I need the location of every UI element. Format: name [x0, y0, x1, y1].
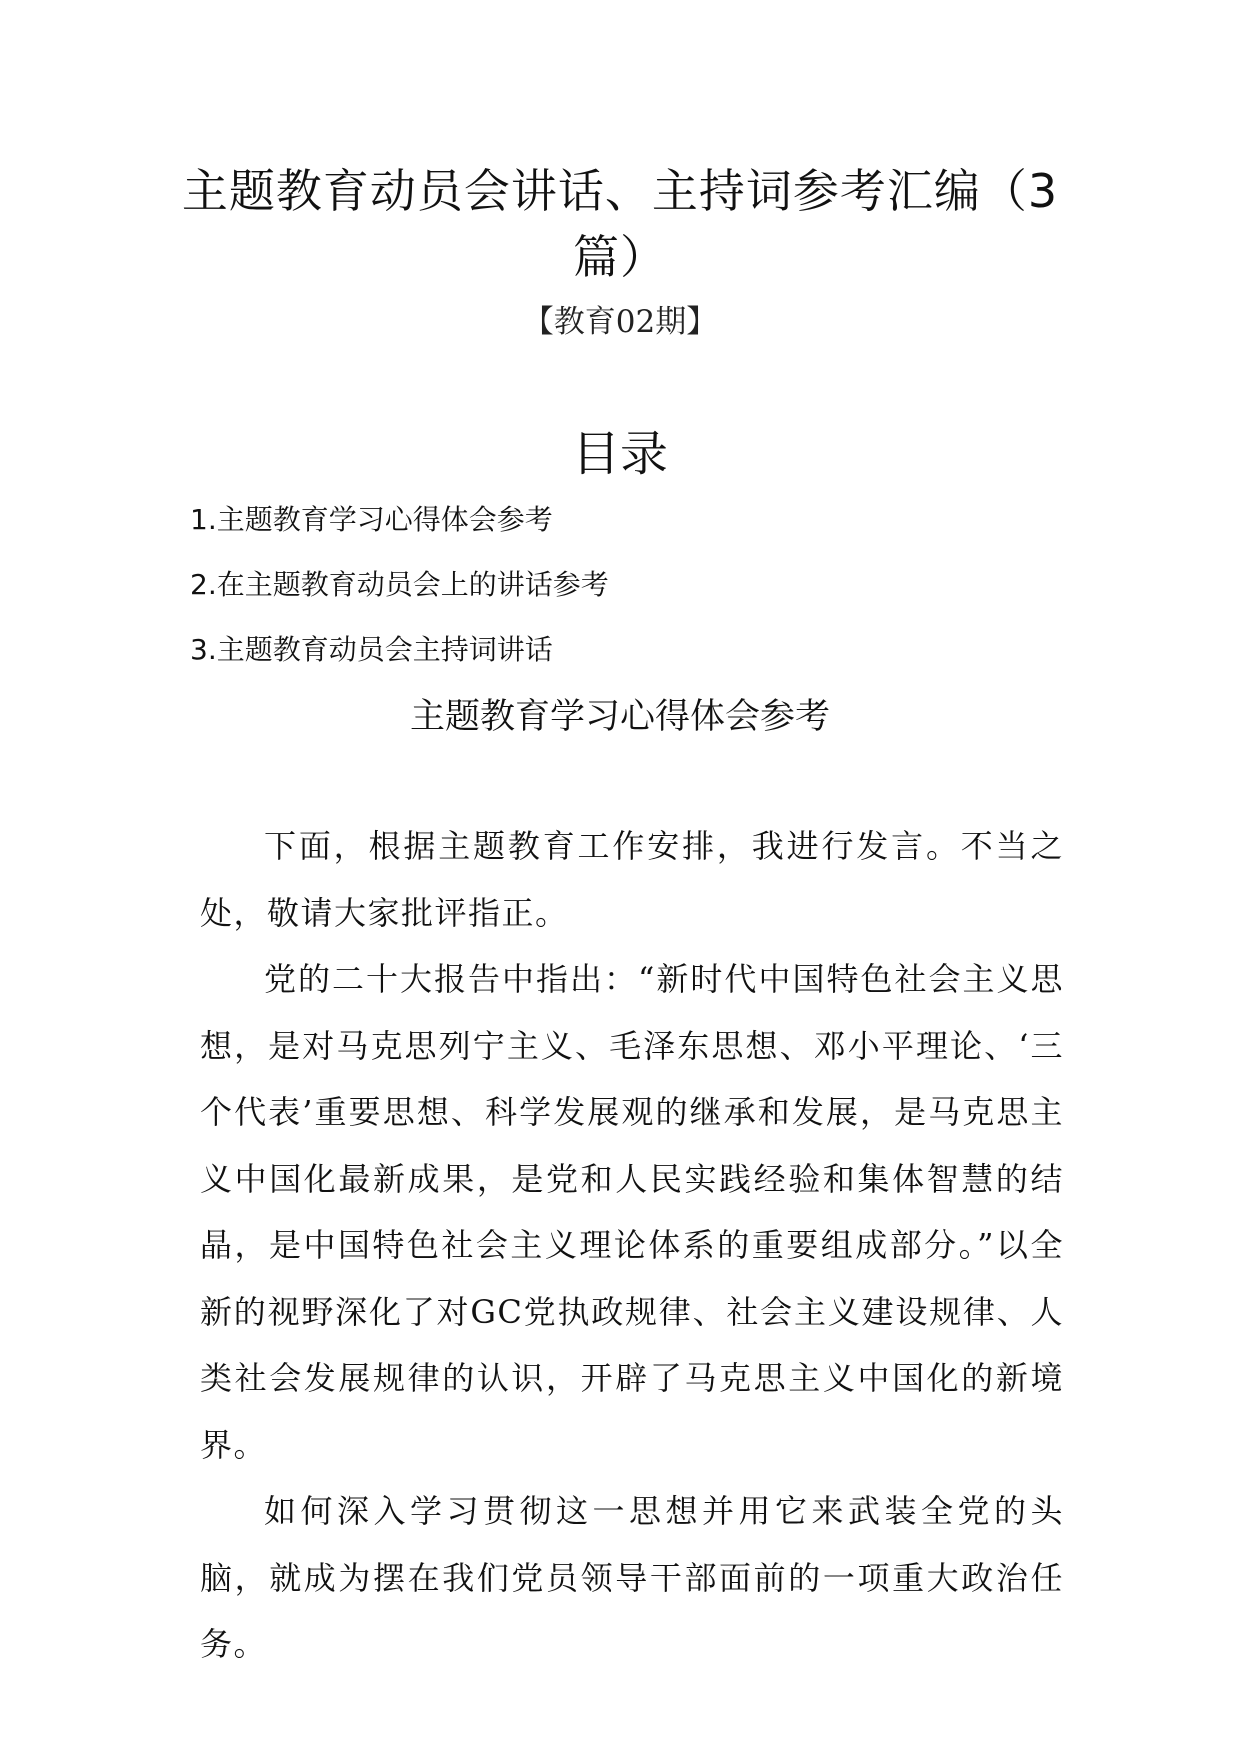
- document-subtitle: 【教育02期】: [522, 304, 718, 340]
- toc-item[interactable]: 2.在主题教育动员会上的讲话参考: [190, 568, 609, 601]
- section-body: [200, 813, 1064, 1678]
- body-paragraph: 党的二十大报告中指出：“新时代中国特色社会主义思想，是对马克思列宁主义、毛泽东思想、邓小平理论、‘三个代表’重要思想、科学发展观的继承和发展，是马克思主义中国化最新成果，是党和人民实践经验和集体智慧的结晶，是中国特色社会主义理论体系的重要组成部分。”以全新的视野深化了对GC党执政规律、社会主义建设规律、人类社会发展规律的认识，开辟了马克思主义中国化的新境界。: [200, 960, 1064, 1464]
- toc-heading: 目录: [571, 426, 668, 482]
- section-title: 主题教育学习心得体会参考: [409, 697, 830, 737]
- table-of-contents: [190, 500, 609, 695]
- body-paragraph: 下面，根据主题教育工作安排，我进行发言。不当之处，敬请大家批评指正。: [200, 827, 1064, 932]
- toc-item[interactable]: 1.主题教育学习心得体会参考: [190, 503, 553, 536]
- document-title: 主题教育动员会讲话、主持词参考汇编（3篇）: [181, 164, 1059, 284]
- toc-item[interactable]: 3.主题教育动员会主持词讲话: [190, 633, 553, 666]
- body-paragraph: 如何深入学习贯彻这一思想并用它来武装全党的头脑，就成为摆在我们党员领导干部面前的一项重大政治任务。: [200, 1492, 1064, 1663]
